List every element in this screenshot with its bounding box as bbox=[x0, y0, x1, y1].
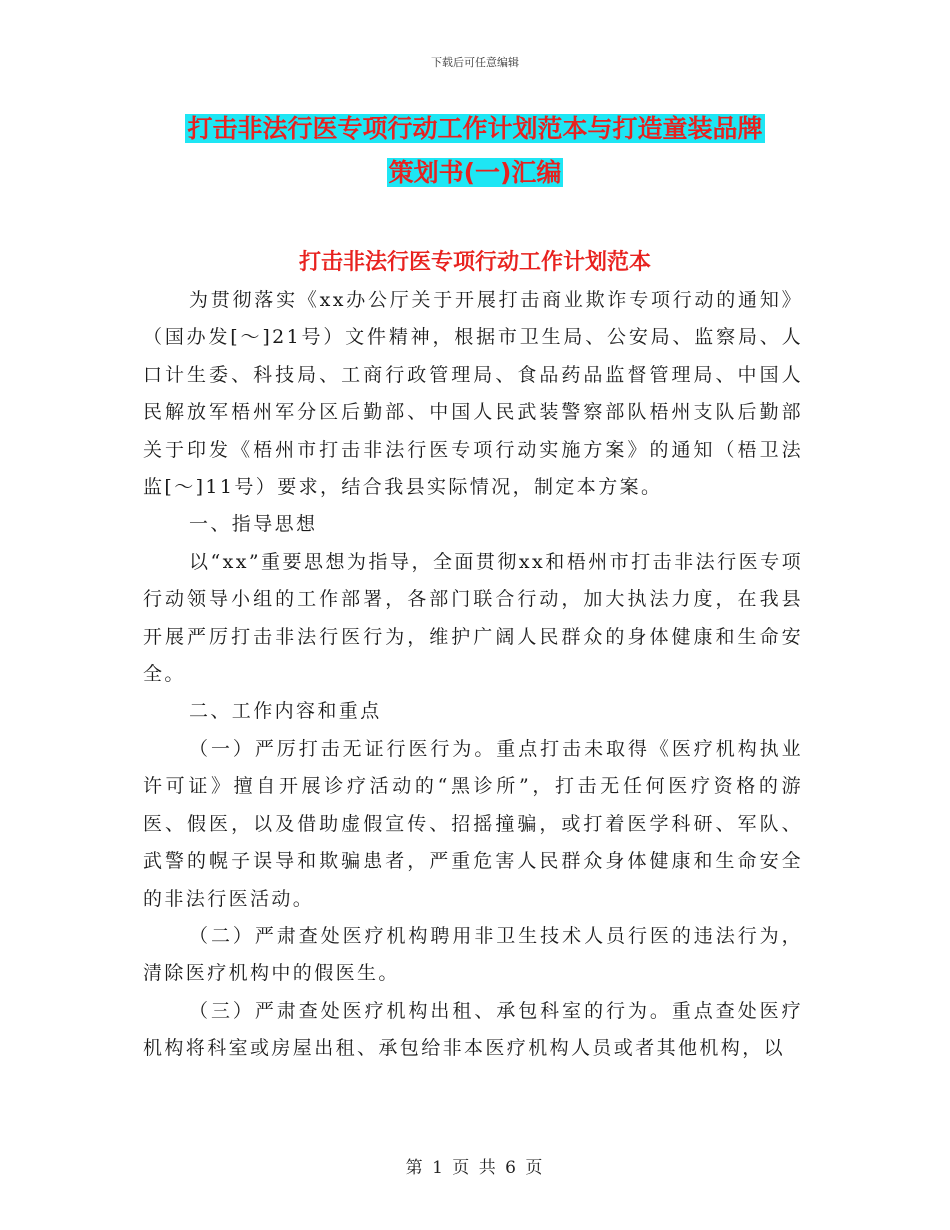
paragraph-item-3: （三）严肃查处医疗机构出租、承包科室的行为。重点查处医疗机构将科室或房屋出租、承包给非本医疗机构人员或者其他机构，以 bbox=[143, 999, 803, 1060]
heading-work-content: 二、工作内容和重点 bbox=[189, 700, 382, 723]
header-note: 下载后可任意编辑 bbox=[431, 56, 519, 69]
paragraph-guiding-ideology: 以“xx”重要思想为指导，全面贯彻xx和梧州市打击非法行医专项行动领导小组的工作部署，各部门联合行动，加大执法力度，在我县开展严厉打击非法行医行为，维护广阔人民群众的身体健康和生命安全。 bbox=[143, 550, 803, 686]
paragraph-item-1: （一）严厉打击无证行医行为。重点打击未取得《医疗机构执业许可证》擅自开展诊疗活动的“黑诊所”，打击无任何医疗资格的游医、假医，以及借助虚假宣传、招摇撞骗，或打着医学科研、军队、武警的幌子误导和欺骗患者，严重危害人民群众身体健康和生命安全的非法行医活动。 bbox=[143, 737, 803, 910]
document-body bbox=[143, 282, 803, 1068]
paragraph-item-2: （二）严肃查处医疗机构聘用非卫生技术人员行医的违法行为，清除医疗机构中的假医生。 bbox=[143, 924, 803, 985]
section-title: 打击非法行医专项行动工作计划范本 bbox=[298, 250, 651, 275]
page-footer: 第 1 页 共 6 页 bbox=[405, 1158, 545, 1178]
paragraph-intro: 为贯彻落实《xx办公厅关于开展打击商业欺诈专项行动的通知》（国办发[～]21号）文件精神，根据市卫生局、公安局、监察局、人口计生委、科技局、工商行政管理局、食品药品监督管理局、中国人民解放军梧州军分区后勤部、中国人民武装警察部队梧州支队后勤部关于印发《梧州市打击非法行医专项行动实施方案》的通知（梧卫法监[～]11号）要求，结合我县实际情况，制定本方案。 bbox=[143, 289, 803, 499]
document-title-line-1 bbox=[0, 110, 950, 148]
document-title-line-1-text: 打击非法行医专项行动工作计划范本与打造童装品牌 bbox=[187, 114, 763, 143]
document-title-line-2-text: 策划书(一)汇编 bbox=[388, 158, 562, 187]
heading-guiding-ideology: 一、指导思想 bbox=[189, 513, 318, 536]
document-title-line-2 bbox=[0, 154, 950, 192]
